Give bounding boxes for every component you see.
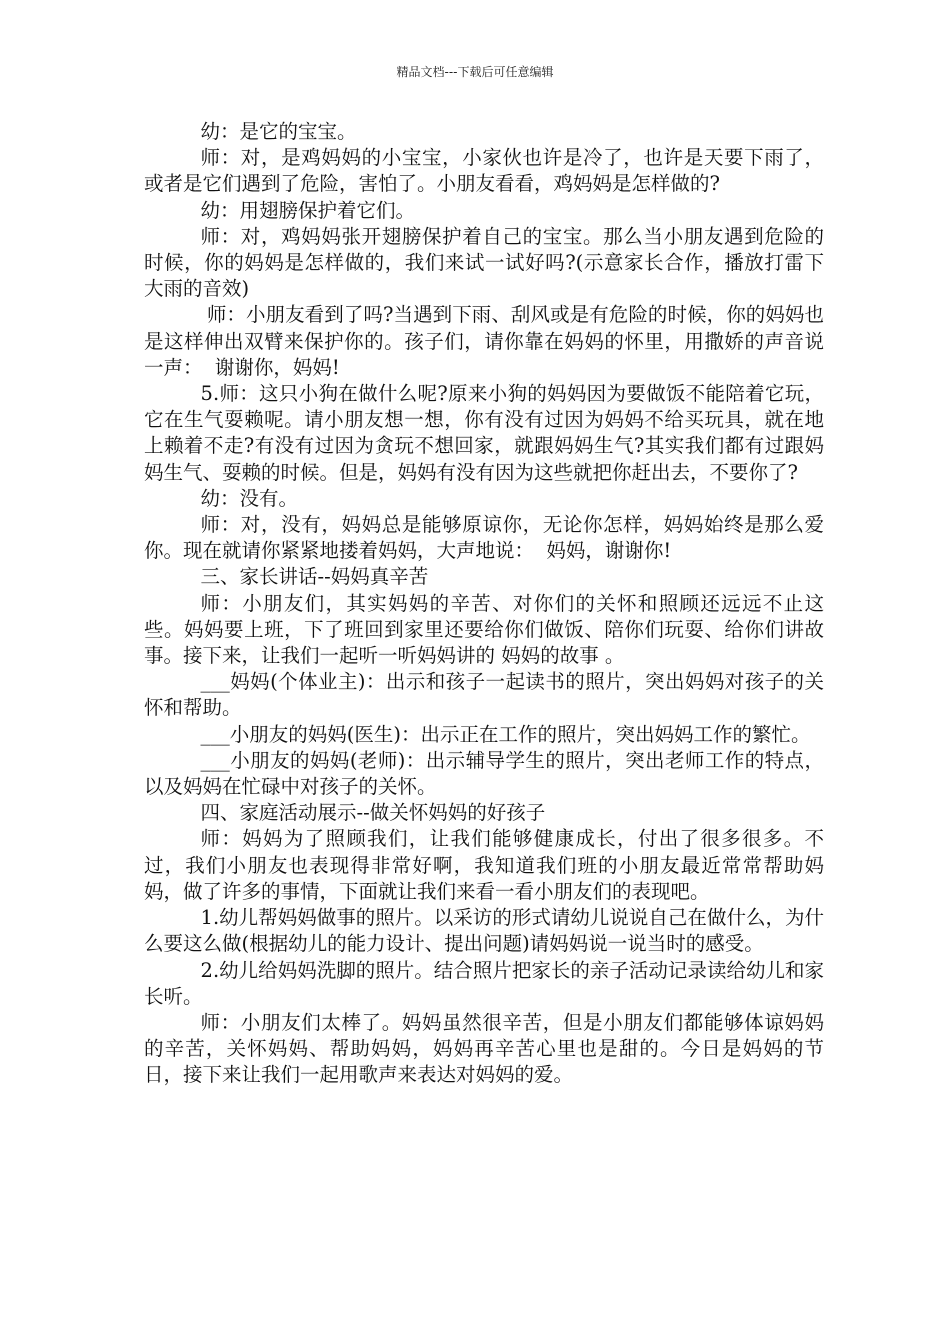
paragraph: 师：小朋友看到了吗?当遇到下雨、刮风或是有危险的时候，你的妈妈也是这样伸出双臂来保护你的。孩子们，请你靠在妈妈的怀里，用撒娇的声音说一声： 谢谢你，妈妈! (144, 303, 824, 379)
paragraph: 2.幼儿给妈妈洗脚的照片。结合照片把家长的亲子活动记录读给幼儿和家长听。 (144, 958, 824, 1008)
paragraph: ___小朋友的妈妈(老师)：出示辅导学生的照片，突出老师工作的特点，以及妈妈在忙碌中对孩子的关怀。 (144, 748, 824, 799)
document-body (144, 119, 824, 1089)
paragraph: 师：对，鸡妈妈张开翅膀保护着自己的宝宝。那么当小朋友遇到危险的时候，你的妈妈是怎样做的，我们来试一试好吗?(示意家长合作，播放打雷下大雨的音效) (144, 224, 824, 301)
paragraph: 师：对，没有，妈妈总是能够原谅你，无论你怎样，妈妈始终是那么爱你。现在就请你紧紧地搂着妈妈，大声地说： 妈妈，谢谢你! (144, 513, 824, 563)
paragraph: 师：小朋友们，其实妈妈的辛苦、对你们的关怀和照顾还远远不止这些。妈妈要上班，下了班回到家里还要给你们做饭、陪你们玩耍、给你们讲故事。接下来，让我们一起听一听妈妈讲的 妈妈的故事 。 (144, 591, 824, 668)
section-heading: 四、家庭活动展示--做关怀妈妈的好孩子 (200, 801, 546, 825)
paragraph: 师：对，是鸡妈妈的小宝宝，小家伙也许是冷了，也许是天要下雨了，或者是它们遇到了危险，害怕了。小朋友看看，鸡妈妈是怎样做的? (144, 146, 824, 196)
paragraph: 师：妈妈为了照顾我们，让我们能够健康成长，付出了很多很多。不过，我们小朋友也表现得非常好啊，我知道我们班的小朋友最近常常帮助妈妈，做了许多的事情，下面就让我们来看一看小朋友们的表现吧。 (144, 827, 824, 903)
paragraph: 幼：用翅膀保护着它们。 (200, 198, 416, 222)
paragraph: 幼：是它的宝宝。 (200, 120, 357, 143)
paragraph: 1.幼儿帮妈妈做事的照片。以采访的形式请幼儿说说自己在做什么，为什么要这么做(根据幼儿的能力设计、提出问题)请妈妈说一说当时的感受。 (144, 906, 824, 956)
paragraph: ___妈妈(个体业主)：出示和孩子一起读书的照片，突出妈妈对孩子的关怀和帮助。 (144, 670, 824, 720)
page-header: 精品文档---下载后可任意编辑 (396, 65, 554, 79)
paragraph: ___小朋友的妈妈(医生)：出示正在工作的照片，突出妈妈工作的繁忙。 (200, 722, 811, 746)
paragraph: 师：小朋友们太棒了。妈妈虽然很辛苦，但是小朋友们都能够体谅妈妈的辛苦，关怀妈妈、帮助妈妈，妈妈再辛苦心里也是甜的。今日是妈妈的节日，接下来让我们一起用歌声来表达对妈妈的爱。 (144, 1010, 824, 1087)
paragraph: 5.师：这只小狗在做什么呢?原来小狗的妈妈因为要做饭不能陪着它玩，它在生气耍赖呢。请小朋友想一想，你有没有过因为妈妈不给买玩具，就在地上赖着不走?有没有过因为贪玩不想回家，就跟妈妈生气?其实我们都有过跟妈妈生气、耍赖的时候。但是，妈妈有没有因为这些就把你赶出去，不要你了? (144, 382, 824, 484)
section-heading: 三、家长讲话--妈妈真辛苦 (200, 565, 429, 589)
paragraph: 幼：没有。 (200, 486, 299, 510)
